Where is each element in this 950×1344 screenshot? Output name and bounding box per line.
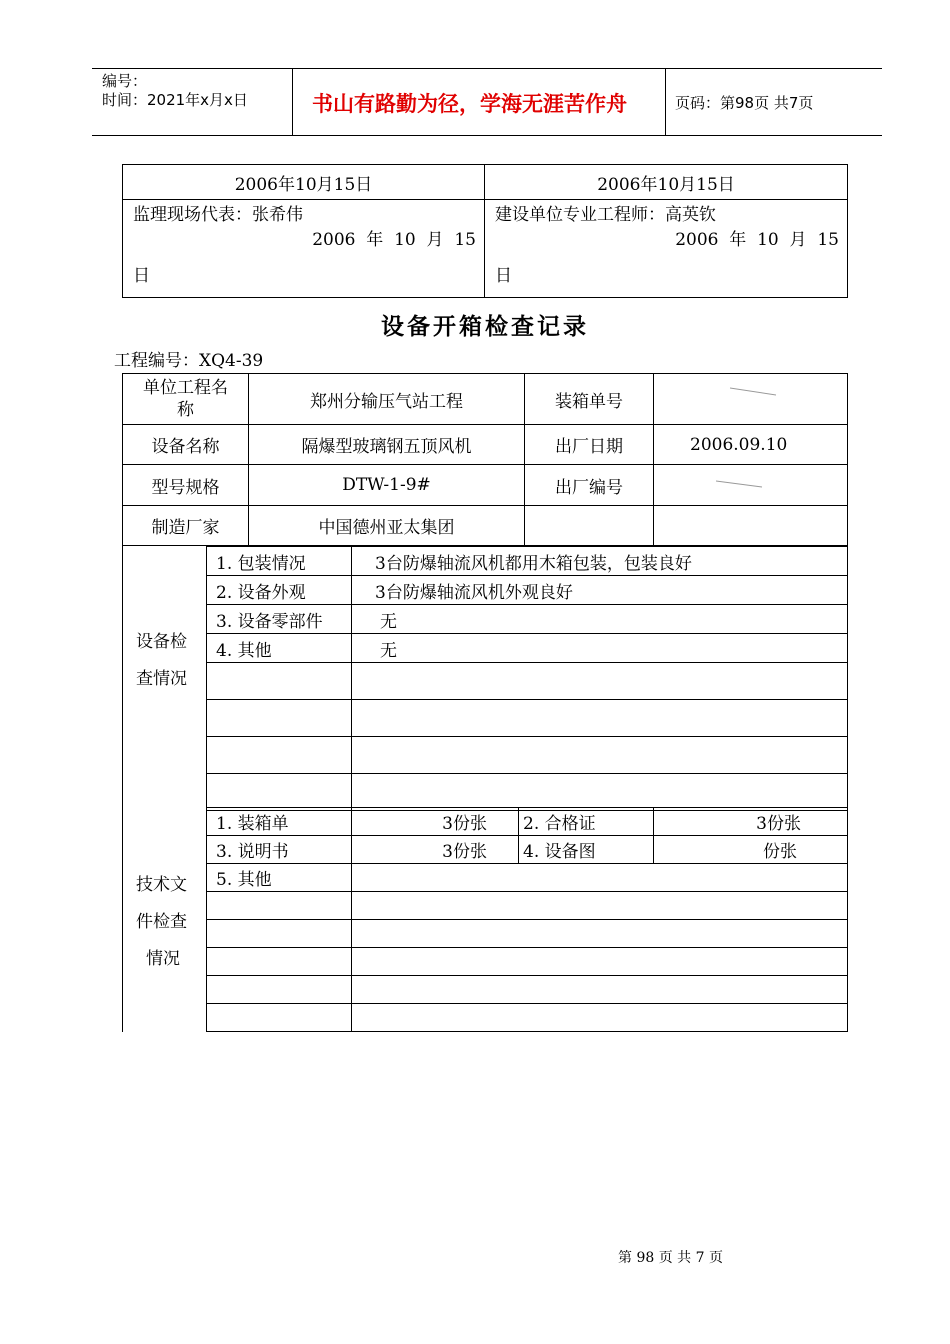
header-time-label: 时间：2021年x月x日 xyxy=(102,91,248,109)
inspection-result: 无 xyxy=(352,605,848,634)
info-value-2 xyxy=(654,465,848,506)
left-sign-cell xyxy=(123,200,485,298)
doc-count: 3份张 xyxy=(352,808,519,836)
blank-cell xyxy=(207,976,352,1004)
inspection-row-blank xyxy=(207,737,848,774)
blank-cell xyxy=(207,774,352,811)
inspection-item: 3. 设备零部件 xyxy=(207,605,352,634)
inspection-item: 1. 包装情况 xyxy=(207,547,352,576)
inspection-section-label-line1: 设备检 xyxy=(136,632,187,652)
info-label: 制造厂家 xyxy=(123,506,249,546)
documents-section-label-line1: 技术文 xyxy=(136,875,187,895)
doc-label: 3. 说明书 xyxy=(207,836,352,864)
info-label: 单位工程名称 xyxy=(123,374,249,425)
blank-cell xyxy=(207,663,352,700)
documents-row xyxy=(207,864,848,892)
right-sign-date: 2006 年 10 月 15 xyxy=(675,230,839,250)
doc-label: 4. 设备图 xyxy=(519,836,654,864)
doc-title: 设备开箱检查记录 xyxy=(381,314,589,340)
doc-label: 1. 装箱单 xyxy=(207,808,352,836)
left-date-cell xyxy=(123,165,485,200)
info-row xyxy=(123,374,848,425)
right-sign-cell xyxy=(485,200,848,298)
doc-count: 3份张 xyxy=(352,836,519,864)
inspection-row xyxy=(207,634,848,663)
blank-cell xyxy=(207,1004,352,1032)
blank-cell xyxy=(352,976,848,1004)
inspection-section-label-line2: 查情况 xyxy=(136,669,187,689)
blank-cell xyxy=(352,892,848,920)
info-row xyxy=(123,506,848,546)
info-label-2: 出厂编号 xyxy=(525,465,654,506)
info-value-2: 2006.09.10 xyxy=(654,425,848,465)
doc-label: 2. 合格证 xyxy=(519,808,654,836)
inspection-row-blank xyxy=(207,663,848,700)
info-label: 型号规格 xyxy=(123,465,249,506)
documents-row xyxy=(207,836,848,864)
blank-strike-mark xyxy=(716,479,776,491)
page-footer: 第 98 页 共 7 页 xyxy=(618,1250,723,1266)
header-page-code: 页码：第98页 共7页 xyxy=(675,94,814,112)
blank-cell xyxy=(207,920,352,948)
blank-cell xyxy=(352,737,848,774)
info-label-2 xyxy=(525,506,654,546)
blank-strike-mark xyxy=(730,386,790,398)
left-sign-date: 2006 年 10 月 15 xyxy=(312,230,476,250)
inspection-row-blank xyxy=(207,774,848,811)
inspection-left-border xyxy=(122,546,123,1032)
info-value: 隔爆型玻璃钢五顶风机 xyxy=(249,425,525,465)
info-value: 郑州分输压气站工程 xyxy=(249,374,525,425)
blank-cell xyxy=(352,774,848,811)
info-value-2 xyxy=(654,374,848,425)
info-value: DTW-1-9# xyxy=(249,465,525,506)
blank-cell xyxy=(352,700,848,737)
header-top-rule xyxy=(92,68,882,69)
inspection-table xyxy=(206,546,848,811)
inspection-row xyxy=(207,605,848,634)
blank-cell xyxy=(207,737,352,774)
info-table xyxy=(122,373,848,546)
inspection-row xyxy=(207,547,848,576)
right-date: 2006年10月15日 xyxy=(597,174,735,195)
header-divider-left xyxy=(292,68,293,135)
documents-row-blank xyxy=(207,976,848,1004)
blank-cell xyxy=(352,920,848,948)
left-date: 2006年10月15日 xyxy=(234,174,373,195)
info-value: 中国德州亚太集团 xyxy=(249,506,525,546)
documents-table xyxy=(206,807,848,1032)
inspection-section-label xyxy=(136,624,187,698)
inspection-item: 4. 其他 xyxy=(207,634,352,663)
documents-section-label-line3: 情况 xyxy=(146,949,180,969)
inspection-result: 无 xyxy=(352,634,848,663)
blank-cell xyxy=(352,1004,848,1032)
inspection-row xyxy=(207,576,848,605)
header-code-label: 编号： xyxy=(102,72,148,90)
documents-row-blank xyxy=(207,892,848,920)
right-date-cell xyxy=(485,165,848,200)
project-number: 工程编号：XQ4-39 xyxy=(114,351,264,371)
info-label-2: 出厂日期 xyxy=(525,425,654,465)
documents-section-label-line2: 件检查 xyxy=(136,912,187,932)
documents-row-blank xyxy=(207,948,848,976)
blank-cell xyxy=(352,864,848,892)
blank-cell xyxy=(207,892,352,920)
inspection-row-blank xyxy=(207,700,848,737)
doc-label: 5. 其他 xyxy=(207,864,352,892)
blank-cell xyxy=(207,948,352,976)
header-divider-right xyxy=(665,68,666,135)
inspection-item: 2. 设备外观 xyxy=(207,576,352,605)
doc-count: 份张 xyxy=(654,836,848,864)
inspection-result: 3台防爆轴流风机都用木箱包装，包装良好 xyxy=(352,547,848,576)
left-sign-date-tail: 日 xyxy=(133,266,150,286)
info-value-2 xyxy=(654,506,848,546)
info-label-2: 装箱单号 xyxy=(525,374,654,425)
documents-section-label xyxy=(136,867,187,978)
blank-cell xyxy=(207,700,352,737)
blank-cell xyxy=(352,663,848,700)
header-bottom-rule xyxy=(92,135,882,136)
info-row xyxy=(123,465,848,506)
left-role: 监理现场代表：张希伟 xyxy=(133,205,303,225)
blank-cell xyxy=(352,948,848,976)
info-row xyxy=(123,425,848,465)
info-label: 设备名称 xyxy=(123,425,249,465)
documents-row-blank xyxy=(207,920,848,948)
documents-row xyxy=(207,808,848,836)
inspection-result: 3台防爆轴流风机外观良好 xyxy=(352,576,848,605)
documents-row-blank xyxy=(207,1004,848,1032)
right-role: 建设单位专业工程师：高英钦 xyxy=(495,205,716,225)
header-motto: 书山有路勤为径，学海无涯苦作舟 xyxy=(312,92,627,116)
doc-count: 3份张 xyxy=(654,808,848,836)
signature-table xyxy=(122,164,848,298)
right-sign-date-tail: 日 xyxy=(495,266,512,286)
